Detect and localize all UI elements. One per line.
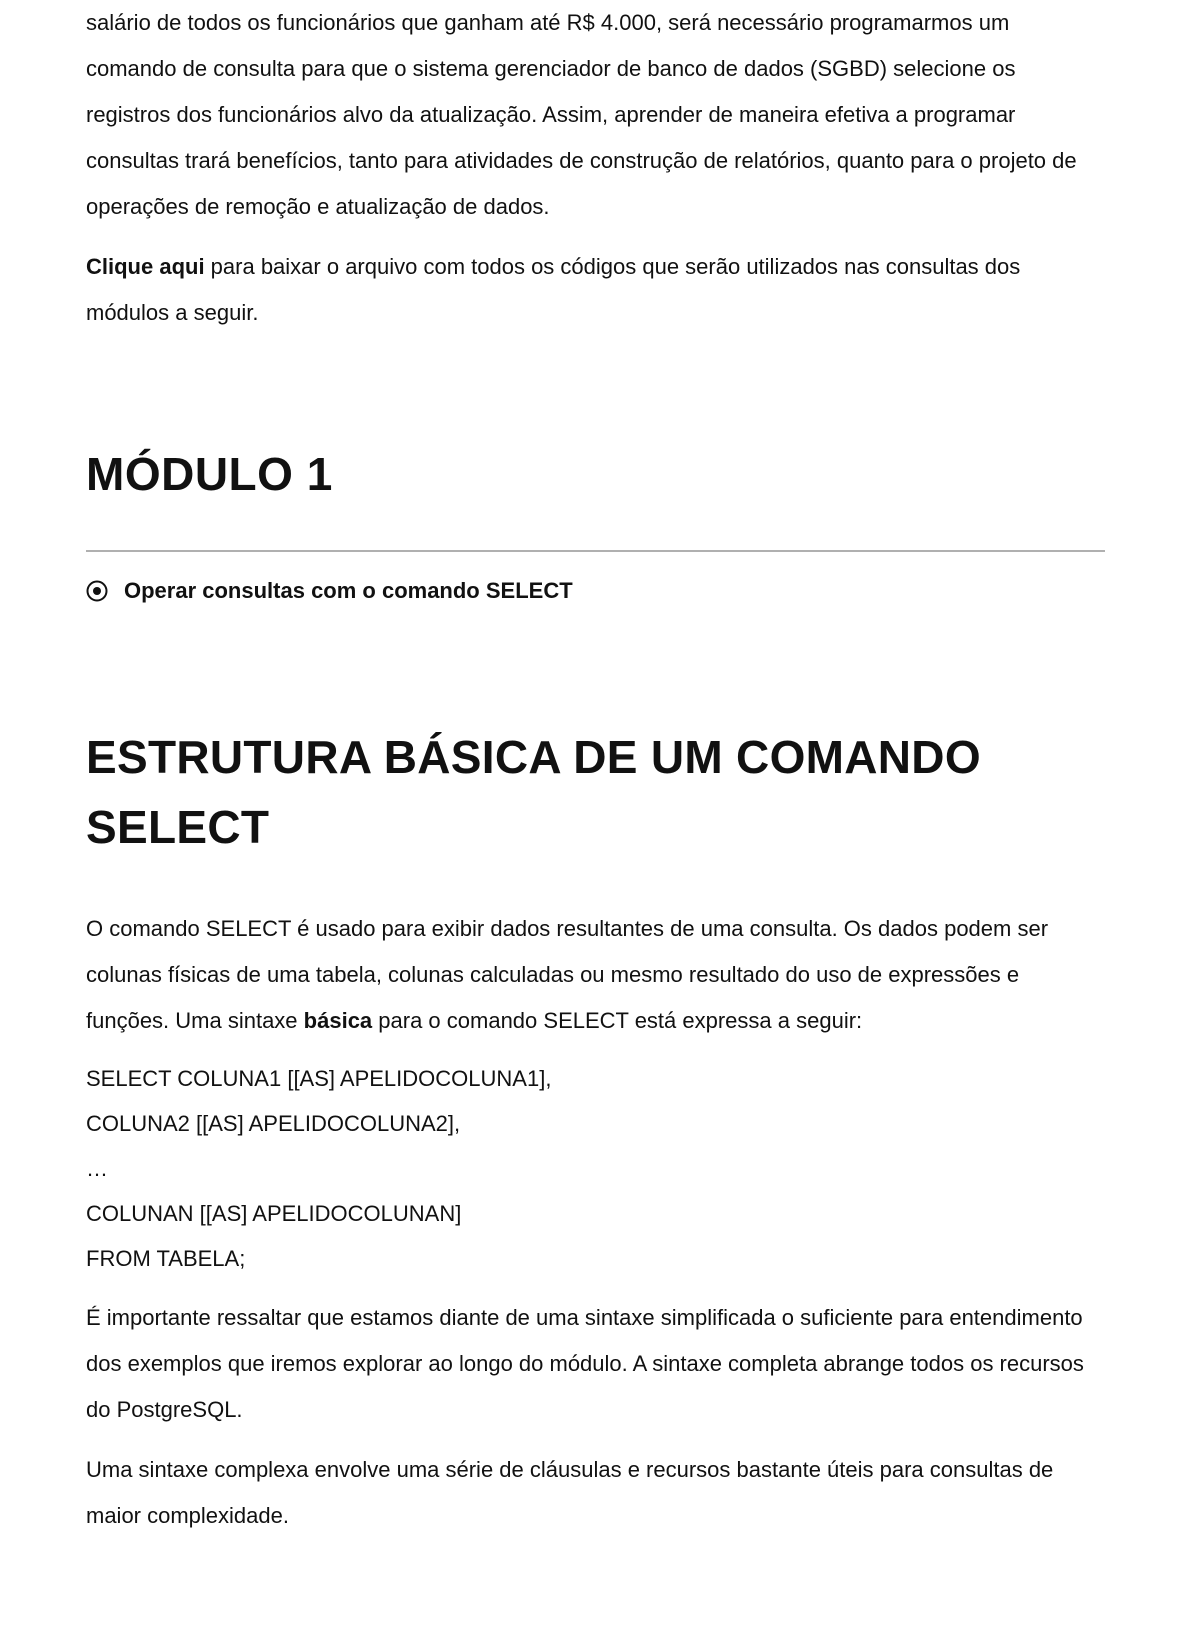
objective-label: Operar consultas com o comando SELECT: [124, 578, 573, 603]
section-p1-before: O comando SELECT é usado para exibir dados resultantes de uma consulta. Os dados podem ser colunas físicas de uma tabela, colunas calculadas ou mesmo resultado do uso de expressões e funções. Uma sintaxe: [86, 916, 1049, 1033]
syntax-line: FROM TABELA;: [86, 1246, 246, 1271]
download-link[interactable]: Clique aqui: [86, 254, 205, 279]
section-paragraph-3: Uma sintaxe complexa envolve uma série de cláusulas e recursos bastante úteis para consultas de maior complexidade.: [86, 1457, 1054, 1528]
syntax-line: …: [86, 1156, 108, 1181]
section-paragraph-2: É importante ressaltar que estamos diante de uma sintaxe simplificada o suficiente para entendimento dos exemplos que iremos explorar ao longo do módulo. A sintaxe completa abrange todos os recursos do PostgreSQL.: [86, 1305, 1084, 1422]
syntax-line: COLUNA2 [[AS] APELIDOCOLUNA2],: [86, 1111, 461, 1136]
syntax-line: SELECT COLUNA1 [[AS] APELIDOCOLUNA1],: [86, 1066, 552, 1091]
intro-paragraph: salário de todos os funcionários que ganham até R$ 4.000, será necessário programarmos um comando de consulta para que o sistema gerenciador de banco de dados (SGBD) selecione os registros dos funcionários alvo da atualização. Assim, aprender de maneira efetiva a programar consultas trará benefícios, tanto para atividades de construção de relatórios, quanto para o projeto de operações de remoção e atualização de dados.: [86, 10, 1077, 219]
target-icon: [86, 580, 108, 602]
section-title: ESTRUTURA BÁSICA DE UM COMANDO SELECT: [86, 731, 981, 853]
module-objective: [86, 568, 1105, 614]
syntax-line: COLUNAN [[AS] APELIDOCOLUNAN]: [86, 1201, 462, 1226]
section-paragraph-1: [86, 906, 1105, 1044]
section-p1-after: para o comando SELECT está expressa a seguir:: [372, 1008, 863, 1033]
download-paragraph: [86, 244, 1105, 336]
module-title: MÓDULO 1: [86, 448, 333, 500]
select-syntax-block: [86, 1056, 1105, 1281]
download-text: para baixar o arquivo com todos os códigos que serão utilizados nas consultas dos módulos a seguir.: [86, 254, 1021, 325]
section-p1-bold: básica: [303, 1008, 373, 1033]
module-divider: [86, 550, 1105, 552]
